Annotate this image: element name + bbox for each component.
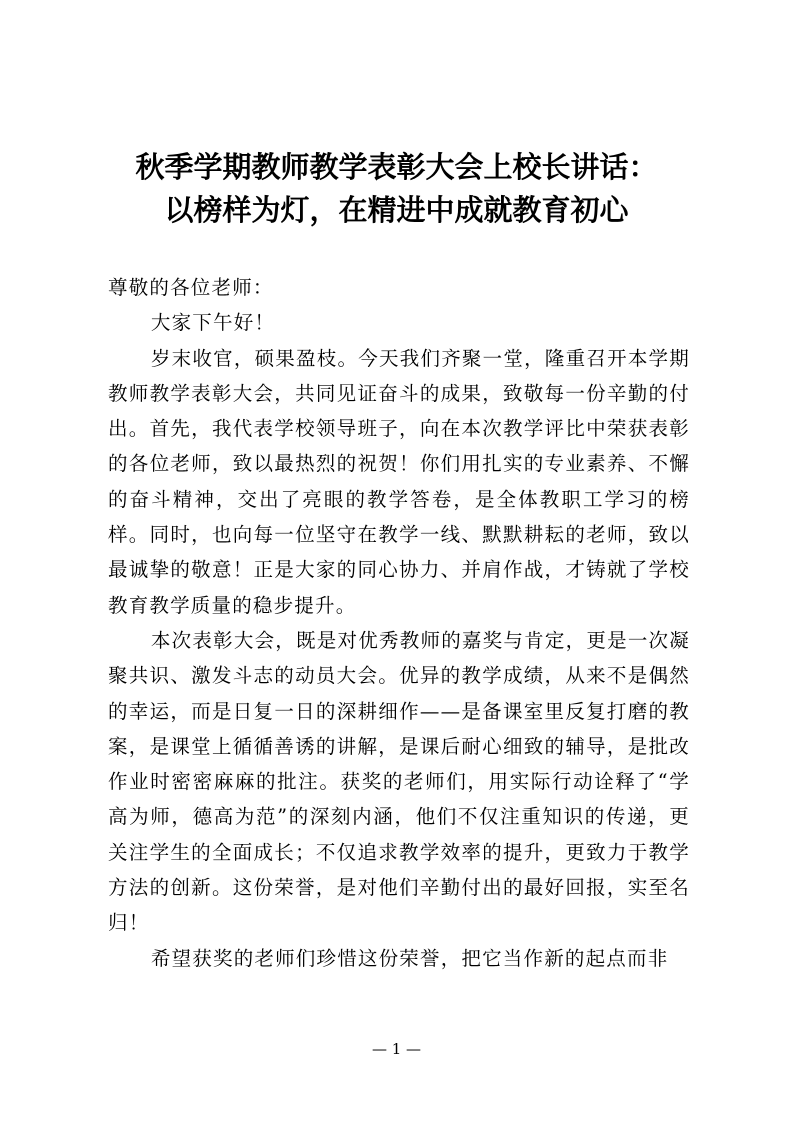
- greeting-paragraph: 大家下午好！: [150, 311, 276, 335]
- document-body: [108, 270, 690, 976]
- body-paragraph-3: 希望获奖的老师们珍惜这份荣誉，把它当作新的起点而非: [150, 946, 669, 970]
- title-line-1: 秋季学期教师教学表彰大会上校长讲话：: [135, 150, 658, 184]
- body-paragraph-2: 本次表彰大会，既是对优秀教师的嘉奖与肯定，更是一次凝聚共识、激发斗志的动员大会。优异的教学成绩，从来不是偶然的幸运，而是日复一日的深耕细作——是备课室里反复打磨的教案，是课堂上循循善诱的讲解，是课后耐心细致的辅导，是批改作业时密密麻麻的批注。获奖的老师们，用实际行动诠释了“学高为师，德高为范”的深刻内涵，他们不仅注重知识的传递，更关注学生的全面成长；不仅追求教学效率的提升，更致力于教学方法的创新。这份荣誉，是对他们辛勤付出的最好回报，实至名归！: [108, 628, 690, 935]
- document-title: [90, 146, 703, 232]
- body-paragraph-1: 岁末收官，硕果盈枝。今天我们齐聚一堂，隆重召开本学期教师教学表彰大会，共同见证奋斗的成果，致敬每一份辛勤的付出。首先，我代表学校领导班子，向在本次教学评比中荣获表彰的各位老师，致以最热烈的祝贺！你们用扎实的专业素养、不懈的奋斗精神，交出了亮眼的教学答卷，是全体教职工学习的榜样。同时，也向每一位坚守在教学一线、默默耕耘的老师，致以最诚挚的敬意！正是大家的同心协力、并肩作战，才铸就了学校教育教学质量的稳步提升。: [108, 346, 690, 617]
- page-number: — 1 —: [371, 1040, 422, 1058]
- title-line-2: 以榜样为灯，在精进中成就教育初心: [164, 193, 629, 227]
- salutation: 尊敬的各位老师：: [108, 276, 274, 299]
